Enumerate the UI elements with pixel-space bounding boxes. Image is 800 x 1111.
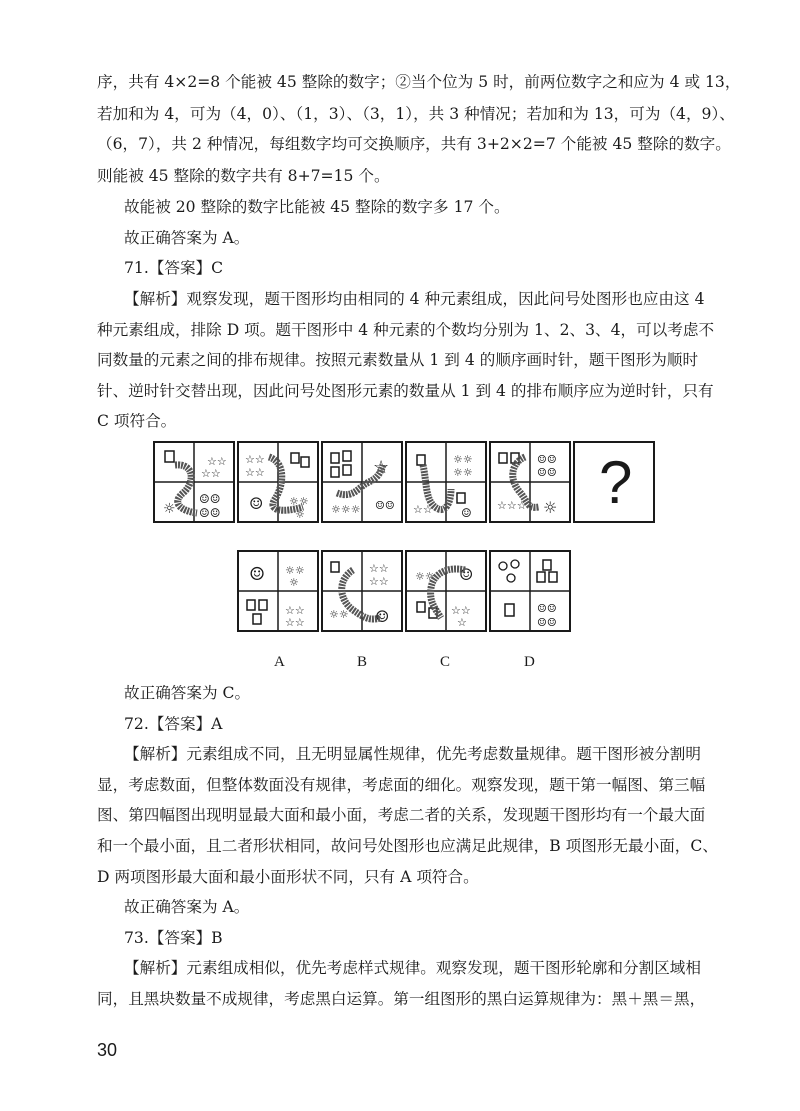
text-line: 序，共有 4×2=8 个能被 45 整除的数字；②当个位为 5 时，前两位数字之和应为 4 或 13， (97, 73, 741, 91)
option-panel-d (489, 550, 571, 632)
svg-text:☼☼☼: ☼☼☼ (331, 503, 361, 516)
text-line: 图、第四幅图出现明显最大面和最小面，考虑二者的关系，发现题干图形均有一个最大面 (97, 806, 706, 824)
svg-text:☺: ☺ (461, 506, 472, 520)
svg-text:☺☺: ☺☺ (537, 453, 557, 466)
svg-text:☺☺: ☺☺ (199, 506, 221, 520)
svg-text:☆☆: ☆☆ (285, 616, 305, 629)
text-line: 【解析】元素组成不同，且无明显属性规律，优先考虑数量规律。题干图形被分割明 (124, 745, 701, 763)
svg-text:☼☼: ☼☼ (415, 570, 435, 583)
svg-text:☆☆☆: ☆☆☆ (497, 499, 527, 512)
text-line: 和一个最小面，且二者形状相同，故问号处图形也应满足此规律，B 项图形无最小面，C、 (97, 837, 718, 855)
option-label-c: C (440, 654, 451, 670)
svg-text:☆: ☆ (373, 457, 390, 478)
figure-panel-3 (321, 441, 403, 523)
svg-text:☆☆: ☆☆ (369, 562, 389, 575)
figure-panel-1 (153, 441, 235, 523)
svg-text:☆☆: ☆☆ (245, 466, 265, 479)
svg-text:☼: ☼ (295, 508, 305, 521)
svg-text:☺: ☺ (249, 564, 266, 585)
text-line: 则能被 45 整除的数字共有 8+7=15 个。 (97, 167, 390, 185)
page-number: 30 (97, 1040, 118, 1060)
text-line: （6，7），共 2 种情况，每组数字均可交换顺序，共有 3+2×2=7 个能被 45 整除的数字。 (97, 135, 731, 153)
text-line: 故正确答案为 C。 (124, 684, 251, 702)
option-label-b: B (357, 654, 368, 670)
option-panel-a (237, 550, 319, 632)
answer-heading-72: 72.【答案】A (124, 715, 223, 733)
svg-text:☺☺: ☺☺ (537, 466, 557, 479)
svg-text:☆☆: ☆☆ (413, 503, 433, 516)
text-line: 【解析】观察发现，题干图形均由相同的 4 种元素组成，因此问号处图形也应由这 4 (124, 290, 705, 308)
svg-text:☺: ☺ (375, 607, 390, 626)
svg-text:☼☼: ☼☼ (453, 466, 473, 479)
text-line: 若加和为 4，可为（4，0）、（1，3）、（3，1），共 3 种情况；若加和为 13，可为（4，9）、 (97, 105, 735, 123)
text-line: 种元素组成，排除 D 项。题干图形中 4 种元素的个数均分别为 1、2、3、4，可以考虑不 (97, 321, 715, 339)
svg-text:☼: ☼ (163, 501, 176, 517)
svg-text:☼: ☼ (543, 498, 558, 517)
option-label-d: D (524, 654, 535, 670)
svg-text:☆☆: ☆☆ (201, 467, 221, 480)
answer-heading-71: 71.【答案】C (124, 259, 224, 277)
svg-text:☺☺: ☺☺ (537, 616, 557, 629)
answer-heading-73: 73.【答案】B (124, 929, 223, 947)
text-line: C 项符合。 (97, 412, 177, 430)
svg-text:☺☺: ☺☺ (199, 492, 221, 506)
text-line: 故正确答案为 A。 (124, 898, 250, 916)
svg-text:☆☆: ☆☆ (369, 575, 389, 588)
text-line: 同，且黑块数量不成规律，考虑黑白运算。第一组图形的黑白运算规律为：黑＋黑＝黑， (97, 990, 706, 1008)
svg-text:☼☼: ☼☼ (453, 453, 473, 466)
text-line: 故能被 20 整除的数字比能被 45 整除的数字多 17 个。 (124, 198, 510, 216)
text-line: 显，考虑数面，但整体数面没有规律，考虑面的细化。观察发现，题干第一幅图、第三幅 (97, 776, 706, 794)
svg-text:☼☼: ☼☼ (289, 495, 309, 508)
text-line: 针、逆时针交替出现，因此问号处图形元素的数量从 1 到 4 的排布顺序应为逆时针，只有 (97, 382, 714, 400)
svg-text:☺☺: ☺☺ (375, 499, 395, 512)
svg-text:☆☆: ☆☆ (245, 453, 265, 466)
text-line: D 两项图形最大面和最小面形状不同，只有 A 项符合。 (97, 868, 479, 886)
figure-panel-4 (405, 441, 487, 523)
svg-text:☼: ☼ (289, 576, 299, 589)
text-line: 【解析】元素组成相似，优先考虑样式规律。观察发现，题干图形轮廓和分割区域相 (124, 959, 701, 977)
question-panel (573, 441, 655, 523)
svg-text:☼☼: ☼☼ (285, 564, 305, 577)
svg-text:☆: ☆ (457, 616, 467, 629)
svg-text:☺: ☺ (249, 494, 264, 513)
text-line: 故正确答案为 A。 (124, 229, 250, 247)
figure-panel-2 (237, 441, 319, 523)
option-label-a: A (274, 654, 285, 670)
svg-text:☆☆: ☆☆ (207, 455, 227, 468)
svg-text:☼☼: ☼☼ (329, 608, 349, 621)
option-panel-c (405, 550, 487, 632)
svg-text:☺☺: ☺☺ (537, 602, 557, 615)
option-panel-b (321, 550, 403, 632)
svg-text:☺: ☺ (459, 565, 474, 584)
svg-text:☆☆: ☆☆ (451, 604, 471, 617)
figure-panel-5 (489, 441, 571, 523)
text-line: 同数量的元素之间的排布规律。按照元素数量从 1 到 4 的顺序画时针，题干图形为顺时 (97, 351, 699, 369)
question-mark: ? (599, 449, 633, 516)
svg-text:☆☆: ☆☆ (285, 604, 305, 617)
